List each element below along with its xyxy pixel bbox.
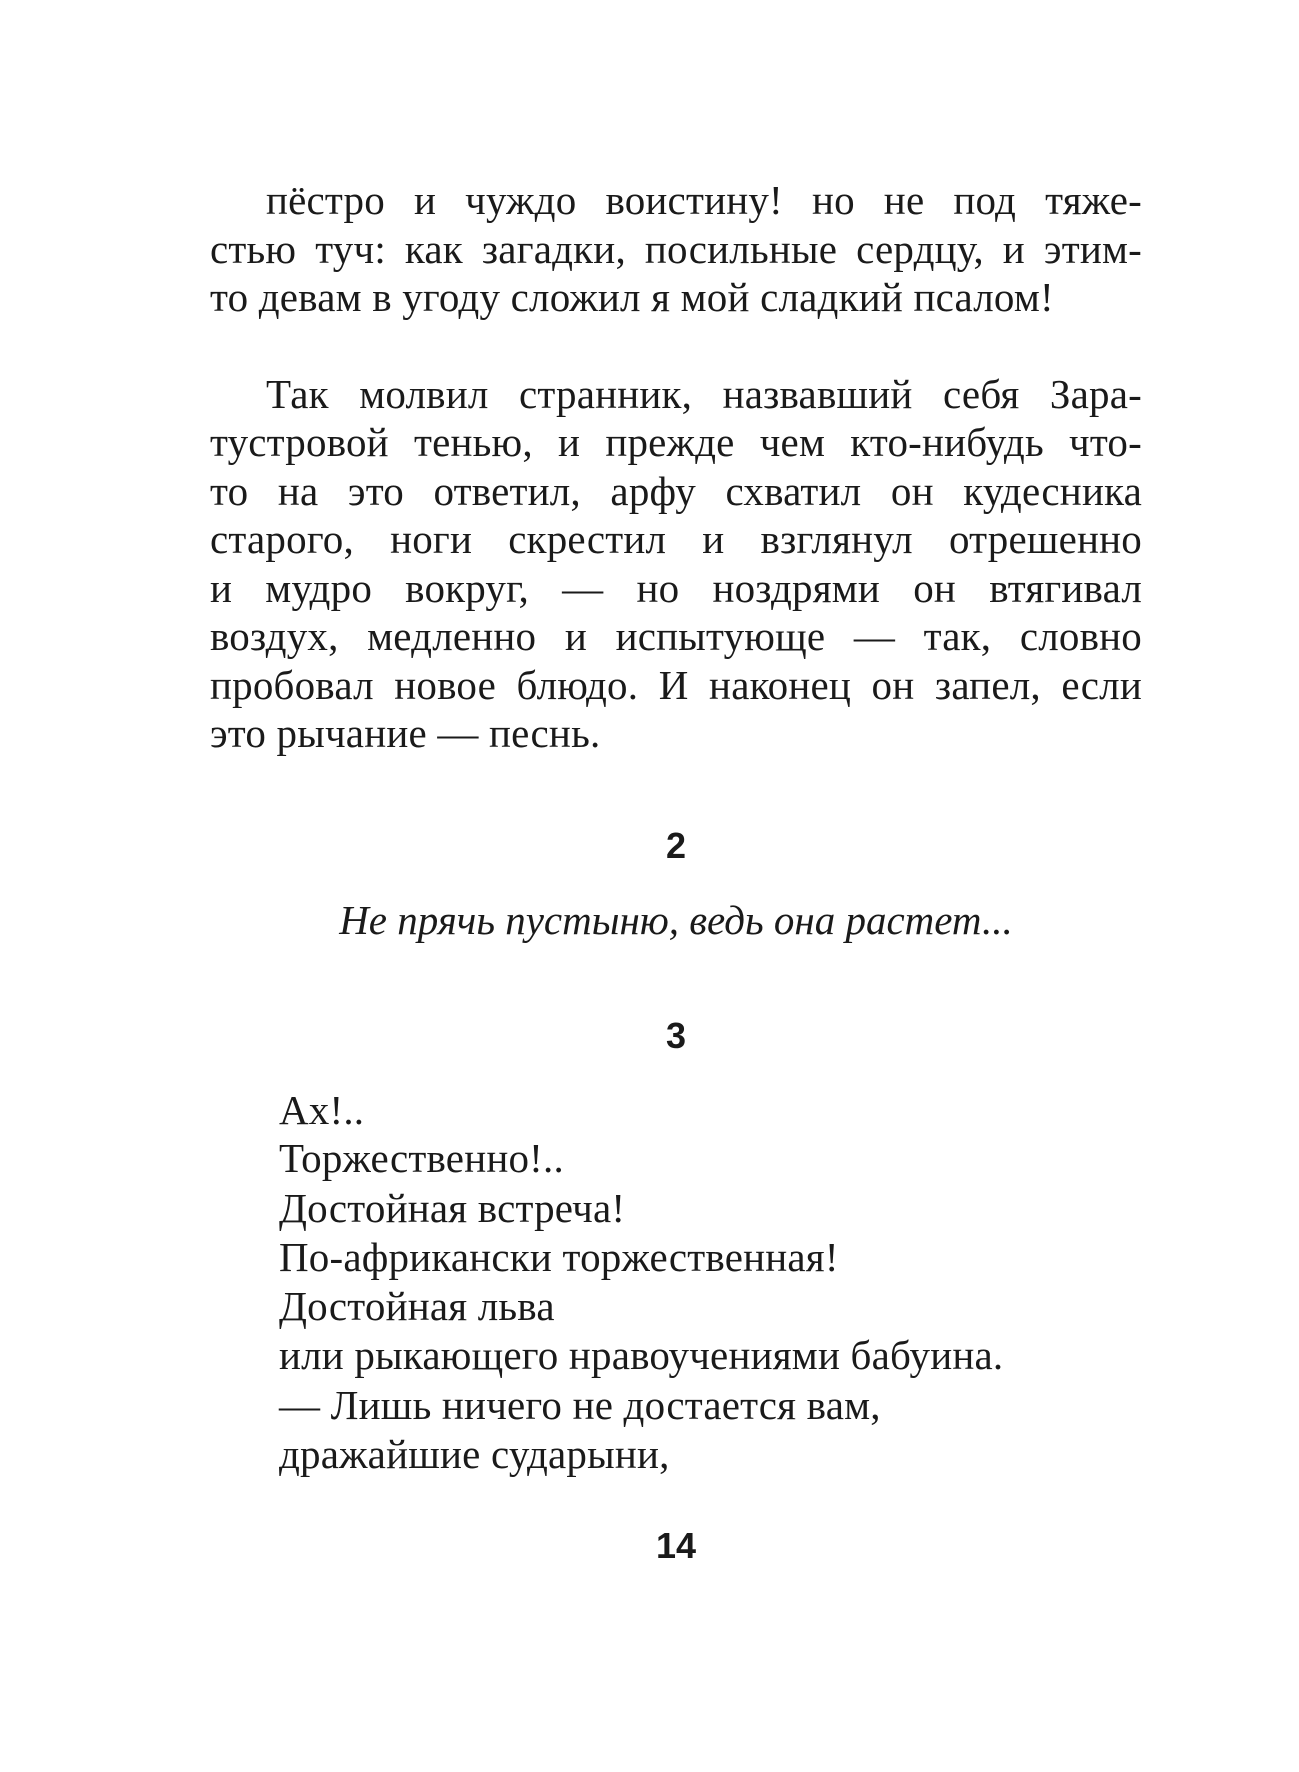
paragraph-2-line-5 [210, 564, 1142, 612]
paragraph-2-line-4 [210, 515, 1142, 563]
text-line: пёстро и чуждо воистину! но не под тяже- [266, 177, 1142, 223]
section-2-number: 2 [665, 825, 687, 866]
verse-text: Ах!.. [279, 1087, 365, 1133]
paragraph-2-line-2 [210, 418, 1142, 466]
paragraph-1-line-1 [266, 176, 1142, 224]
paragraph-2-line-6 [210, 612, 1142, 660]
paragraph-2-line-8 [210, 709, 600, 757]
verse-line-1 [279, 1086, 364, 1134]
verse-line-4 [279, 1233, 839, 1281]
verse-text: или рыкающего нравоучениями бабуина. [279, 1332, 1004, 1378]
text-line: то на это ответил, арфу схватил он кудесника [210, 468, 1142, 514]
paragraph-1-line-3 [210, 273, 1054, 321]
paragraph-2-line-1 [266, 370, 1142, 418]
paragraph-1-line-2 [210, 225, 1142, 273]
text-line: то девам в угоду сложил я мой сладкий псалом! [210, 274, 1054, 320]
verse-line-7 [279, 1381, 881, 1429]
section-3-number: 3 [665, 1015, 687, 1056]
verse-text: По-африкански торжественная! [279, 1234, 839, 1280]
verse-text: — Лишь ничего не достается вам, [279, 1382, 881, 1428]
verse-text: дражайшие сударыни, [279, 1431, 670, 1477]
text-line: тустровой тенью, и прежде чем кто-нибудь что- [210, 419, 1142, 465]
verse-text: Достойная льва [279, 1283, 555, 1329]
verse-line-6 [279, 1331, 1003, 1379]
paragraph-2-line-7 [210, 661, 1142, 709]
verse-line-5 [279, 1282, 555, 1330]
page-number: 14 [655, 1525, 697, 1566]
verse-line-8 [279, 1430, 670, 1478]
text-line: это рычание — песнь. [210, 710, 601, 756]
justified-line [266, 176, 1142, 224]
verse-line-3 [279, 1184, 625, 1232]
verse-line-2 [279, 1134, 564, 1182]
text-line: стью туч: как загадки, посильные сердцу, и этим- [210, 226, 1142, 272]
text-line: воздух, медленно и испытующе — так, словно [210, 613, 1142, 659]
verse-text: Торжественно!.. [279, 1135, 564, 1181]
text-line: и мудро вокруг, — но ноздрями он втягивал [210, 565, 1142, 611]
text-line: старого, ноги скрестил и взглянул отрешенно [210, 516, 1142, 562]
text-line: Так молвил странник, назвавший себя Зара- [266, 371, 1142, 417]
paragraph-2-line-3 [210, 467, 1142, 515]
section-2-epigraph: Не прячь пустыню, ведь она растет... [339, 897, 1013, 943]
text-line: пробовал новое блюдо. И наконец он запел, если [210, 662, 1142, 708]
verse-text: Достойная встреча! [279, 1185, 626, 1231]
